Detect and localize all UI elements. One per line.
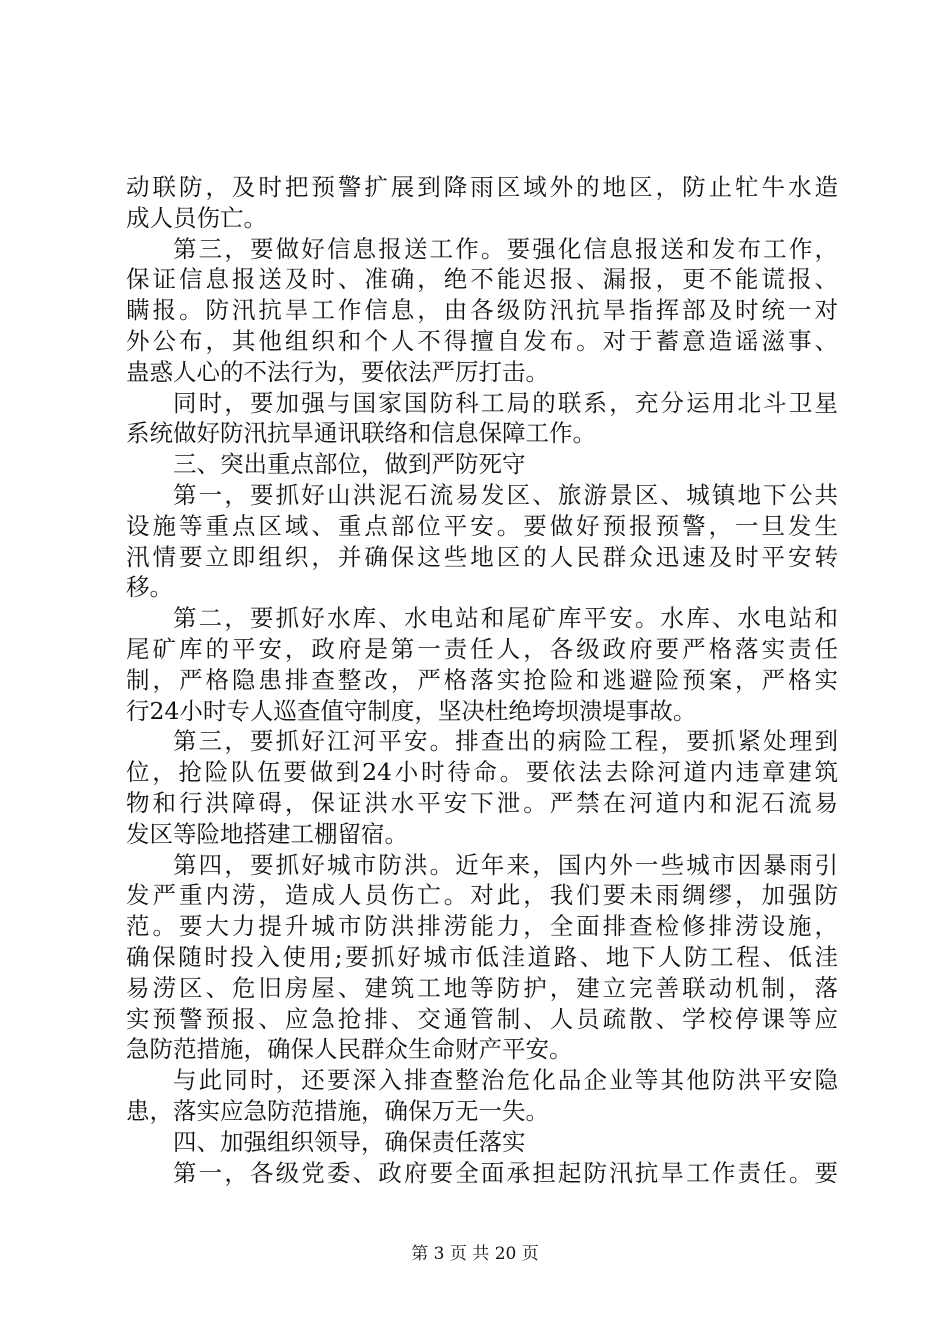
text-line: 瞒报。防汛抗旱工作信息，由各级防汛抗旱指挥部及时统一对 (126, 296, 838, 325)
text-line: 保证信息报送及时、准确，绝不能迟报、漏报，更不能谎报、 (126, 265, 838, 294)
text-line: 急防范措施，确保人民群众生命财产平安。 (126, 1035, 573, 1064)
text-line: 确保随时投入使用;要抓好城市低洼道路、地下人防工程、低洼 (126, 942, 838, 971)
text-line: 患，落实应急防范措施，确保万无一失。 (126, 1096, 549, 1125)
paragraph-start-line: 第一，各级党委、政府要全面承担起防汛抗旱工作责任。要 (173, 1158, 838, 1187)
text-line: 范。要大力提升城市防洪排涝能力，全面排查检修排涝设施， (126, 912, 838, 941)
text-line: 蛊惑人心的不法行为，要依法严厉打击。 (126, 357, 549, 386)
text-line: 行24小时专人巡查值守制度，坚决杜绝垮坝溃堤事故。 (126, 696, 697, 725)
text-line: 制，严格隐患排查整改，严格落实抢险和逃避险预案，严格实 (126, 665, 838, 694)
text-line: 汛情要立即组织，并确保这些地区的人民群众迅速及时平安转 (126, 542, 838, 571)
paragraph-start-line: 同时，要加强与国家国防科工局的联系，充分运用北斗卫星 (173, 388, 838, 417)
paragraph-start-line: 与此同时，还要深入排查整治危化品企业等其他防洪平安隐 (173, 1066, 838, 1095)
text-line: 系统做好防汛抗旱通讯联络和信息保障工作。 (126, 419, 596, 448)
text-line: 动联防，及时把预警扩展到降雨区域外的地区，防止牤牛水造 (126, 173, 838, 201)
text-line: 发区等险地搭建工棚留宿。 (126, 819, 408, 848)
paragraph-start-line: 第二，要抓好水库、水电站和尾矿库平安。水库、水电站和 (173, 604, 838, 633)
paragraph-start-line: 第一，要抓好山洪泥石流易发区、旅游景区、城镇地下公共 (173, 480, 838, 509)
paragraph-start-line: 第四，要抓好城市防洪。近年来，国内外一些城市因暴雨引 (173, 850, 838, 879)
document-body (126, 172, 838, 1188)
text-line: 实预警预报、应急抢排、交通管制、人员疏散、学校停课等应 (126, 1004, 838, 1033)
text-line: 物和行洪障碍，保证洪水平安下泄。严禁在河道内和泥石流易 (126, 788, 838, 817)
text-line: 外公布，其他组织和个人不得擅自发布。对于蓄意造谣滋事、 (126, 326, 838, 355)
text-line: 移。 (126, 573, 173, 602)
paragraph-start-line: 第三，要做好信息报送工作。要强化信息报送和发布工作， (173, 234, 838, 263)
text-line: 发严重内涝，造成人员伤亡。对此，我们要未雨绸缪，加强防 (126, 881, 838, 910)
page-number-footer: 第 3 页 共 20 页 (411, 1244, 539, 1264)
text-line: 位，抢险队伍要做到24小时待命。要依法去除河道内违章建筑 (126, 758, 838, 787)
text-line: 易涝区、危旧房屋、建筑工地等防护，建立完善联动机制，落 (126, 973, 838, 1002)
text-line: 尾矿库的平安，政府是第一责任人，各级政府要严格落实责任 (126, 634, 838, 663)
text-line: 设施等重点区域、重点部位平安。要做好预报预警，一旦发生 (126, 511, 838, 540)
text-line: 成人员伤亡。 (126, 203, 267, 232)
section-heading: 四、加强组织领导，确保责任落实 (173, 1127, 526, 1156)
paragraph-start-line: 第三，要抓好江河平安。排查出的病险工程，要抓紧处理到 (173, 727, 838, 756)
section-heading: 三、突出重点部位，做到严防死守 (173, 450, 526, 479)
